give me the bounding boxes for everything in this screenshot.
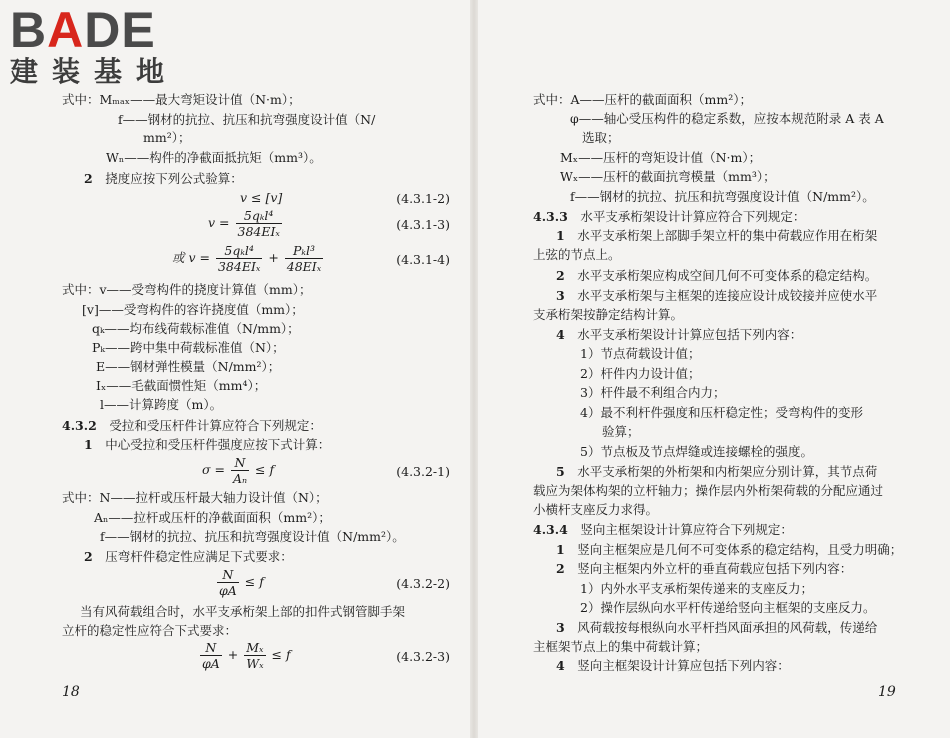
- where-phi: φ——轴心受压构件的稳定系数，应按本规范附录 A 表 A: [570, 111, 884, 126]
- clause-4-3-3-4: 4 水平支承桁架设计计算应包括下列内容：: [556, 327, 803, 342]
- equation-4-3-1-2: v ≤ [v] (4.3.1-2): [240, 190, 450, 206]
- right-page: [478, 0, 950, 738]
- where-l: l——计算跨度（m）。: [100, 397, 223, 412]
- where-ix: Iₓ——毛截面惯性矩（mm⁴）；: [96, 378, 267, 393]
- where-n: 式中：N——拉杆或压杆最大轴力设计值（N）；: [62, 490, 328, 505]
- clause-4-3-3-1: 1 水平支承桁架上部脚手架立杆的集中荷载应作用在桁架: [556, 228, 878, 243]
- where-allow-v: [v]——受弯构件的容许挠度值（mm）；: [82, 302, 304, 317]
- where-wn: Wₙ——构件的净截面抵抗矩（mm³）。: [106, 150, 322, 165]
- equation-4-3-2-3: $\frac{N}{\varphi A}$ + $\frac{\text{Mₓ}}{\text{Wₓ}}$ ≤ f (4.3.2-3): [202, 640, 450, 671]
- equation-4-3-1-3: v = $\frac{\text{5qₖl⁴}}{\text{384EIₓ}}$ (4.3.1-3): [208, 208, 450, 239]
- wind-load-text: 当有风荷载组合时，水平支承桁架上部的扣件式钢管脚手架: [80, 604, 406, 619]
- where-f-2: f——钢材的抗拉、抗压和抗弯强度设计值（N/mm²）。: [100, 529, 405, 544]
- page-number-right: 19: [878, 684, 896, 700]
- logo-chinese: 建装基地: [10, 56, 179, 87]
- equation-4-3-1-4: 或 v = $\frac{\text{5qₖl⁴}}{\text{384EIₓ}}$ + $\frac{\text{Pₖl³}}{\text{48EIₓ}}$ (4.3.1-4): [172, 243, 450, 274]
- clause-4-3-4-1: 1 竖向主框架应是几何不可变体系的稳定结构，且受力明确；: [556, 542, 903, 557]
- left-page: [0, 0, 470, 738]
- item-4-cont: 验算；: [602, 424, 640, 439]
- where-v: 式中：v——受弯构件的挠度计算值（mm）；: [62, 282, 312, 297]
- clause-4-3-4-3: 3 风荷载按每根纵向水平杆挡风面承担的风荷载，传递给: [556, 620, 878, 635]
- equation-4-3-2-2: $\frac{N}{\varphi A}$ ≤ f (4.3.2-2): [219, 567, 450, 598]
- item-4-2-1: 1）内外水平支承桁架传递来的支座反力；: [580, 581, 813, 596]
- clause-4-3-3-5-cont2: 小横杆支座反力求得。: [533, 502, 659, 517]
- where-mmax: 式中：Mₘₐₓ——最大弯矩设计值（N·m）；: [62, 92, 301, 107]
- clause-4-3-3-5: 5 水平支承桁架的外桁架和内桁架应分别计算，其节点荷: [556, 464, 878, 479]
- where-an: Aₙ——拉杆或压杆的净截面面积（mm²）；: [94, 510, 331, 525]
- where-wx: Wₓ——压杆的截面抗弯模量（mm³）；: [560, 169, 776, 184]
- clause-4-3-2-2: 2 压弯杆件稳定性应满足下式要求：: [84, 549, 293, 564]
- where-f-cont: mm²）；: [143, 130, 191, 145]
- clause-4-3-4-3-cont: 主框架节点上的集中荷载计算；: [533, 639, 709, 654]
- where-f: f——钢材的抗拉、抗压和抗弯强度设计值（N/: [118, 112, 376, 127]
- where-qk: qₖ——均布线荷载标准值（N/mm）；: [92, 321, 300, 336]
- clause-4-3-3-2: 2 水平支承桁架应构成空间几何不可变体系的稳定结构。: [556, 268, 878, 283]
- clause-4-3-4-4: 4 竖向主框架设计计算应包括下列内容：: [556, 658, 790, 673]
- where-a: 式中：A——压杆的截面面积（mm²）；: [533, 92, 752, 107]
- where-pk: Pₖ——跨中集中荷载标准值（N）；: [92, 340, 285, 355]
- equation-4-3-2-1: σ = $\frac{N}{\text{Aₙ}}$ ≤ f (4.3.2-1): [202, 455, 450, 486]
- clause-4-3-4-2: 2 竖向主框架内外立杆的垂直荷载应包括下列内容：: [556, 561, 853, 576]
- clause-4-3-2-1: 1 中心受拉和受压杆件强度应按下式计算：: [84, 437, 331, 452]
- clause-2: 2 挠度应按下列公式验算：: [84, 171, 243, 186]
- wind-load-text-cont: 立杆的稳定性应符合下式要求：: [62, 623, 238, 638]
- item-2: 2）杆件内力设计值；: [580, 366, 701, 381]
- logo-wordmark: BADE: [10, 2, 156, 58]
- page-number-left: 18: [62, 684, 80, 700]
- where-e: E——钢材弹性模量（N/mm²）；: [96, 359, 281, 374]
- item-5: 5）节点板及节点焊缝或连接螺栓的强度。: [580, 444, 813, 459]
- item-4: 4）最不利杆件强度和压杆稳定性；受弯构件的变形: [580, 405, 863, 420]
- clause-4-3-3-1-cont: 上弦的节点上。: [533, 247, 621, 262]
- where-mx: Mₓ——压杆的弯矩设计值（N·m）；: [560, 150, 762, 165]
- book-gutter: [470, 0, 478, 738]
- item-1: 1）节点荷载设计值；: [580, 346, 701, 361]
- section-4-3-2: 4.3.2 受拉和受压杆件计算应符合下列规定：: [62, 418, 322, 433]
- where-f-right: f——钢材的抗拉、抗压和抗弯强度设计值（N/mm²）。: [570, 189, 875, 204]
- where-phi-cont: 选取；: [582, 130, 620, 145]
- clause-4-3-3-3-cont: 支承桁架按静定结构计算。: [533, 307, 684, 322]
- clause-4-3-3-5-cont: 载应为架体构架的立杆轴力；操作层内外桁架荷载的分配应通过: [533, 483, 884, 498]
- section-4-3-4: 4.3.4 竖向主框架设计计算应符合下列规定：: [533, 522, 793, 537]
- clause-4-3-3-3: 3 水平支承桁架与主框架的连接应设计成铰接并应使水平: [556, 288, 878, 303]
- item-3: 3）杆件最不利组合内力；: [580, 385, 726, 400]
- item-4-2-2: 2）操作层纵向水平杆传递给竖向主框架的支座反力。: [580, 600, 876, 615]
- section-4-3-3: 4.3.3 水平支承桁架设计计算应符合下列规定：: [533, 209, 806, 224]
